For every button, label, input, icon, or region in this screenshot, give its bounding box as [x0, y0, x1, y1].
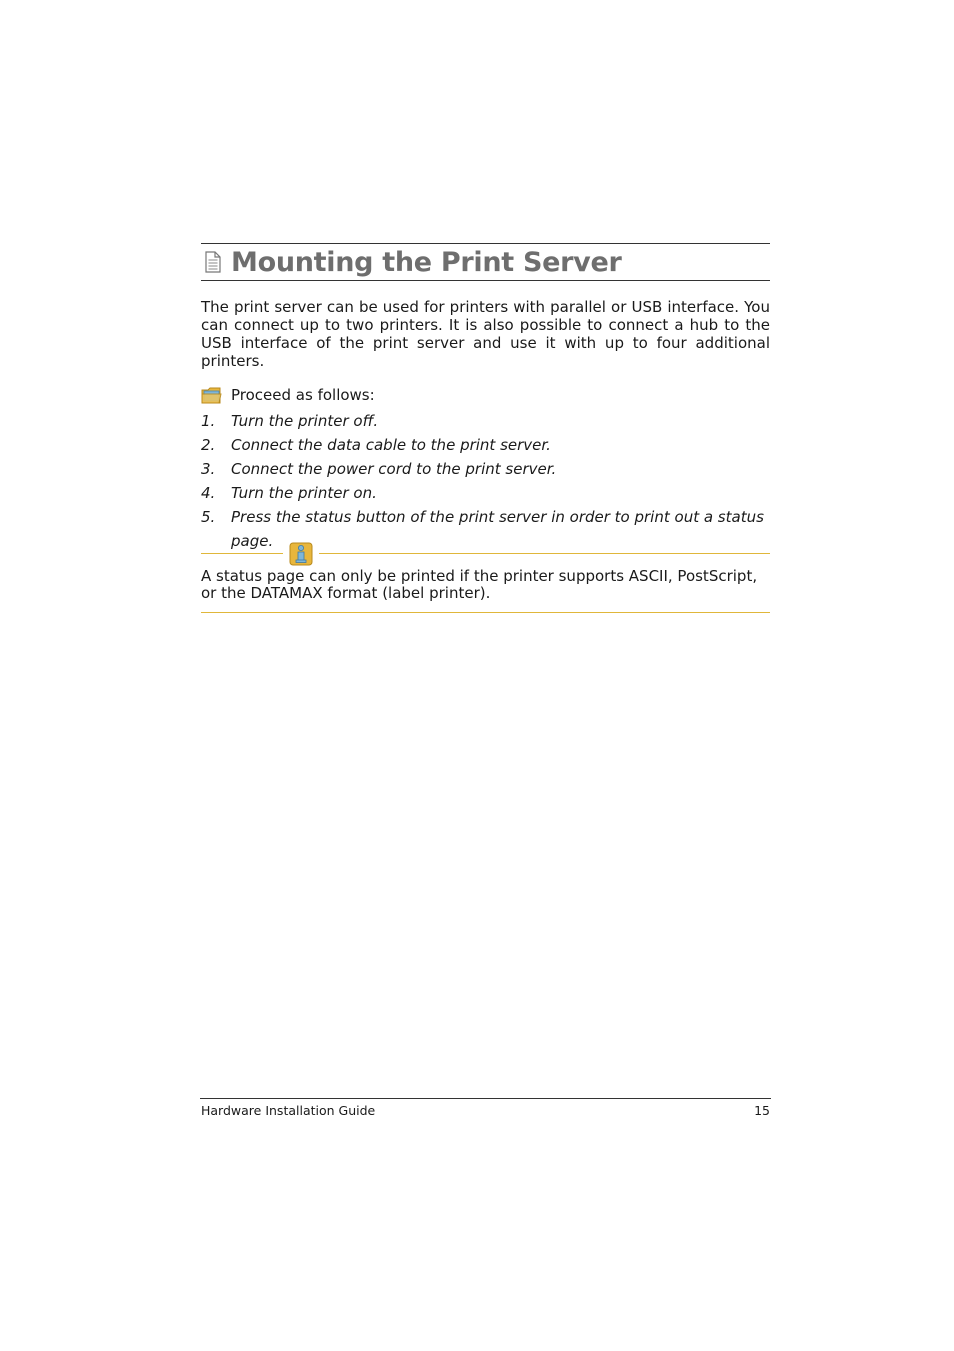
note-top-rule	[201, 553, 770, 554]
info-icon	[283, 541, 319, 567]
list-item	[201, 457, 770, 481]
step-text: Turn the printer on.	[231, 484, 377, 502]
page-number: 15	[754, 1103, 770, 1118]
step-text: Turn the printer off.	[231, 412, 379, 430]
note-box	[201, 553, 770, 613]
note-bottom-rule	[201, 612, 770, 613]
intro-paragraph: The print server can be used for printers with parallel or USB interface. You can connect up to two printers. It is also possible to connect a hub to the USB interface of the print server and use it with up to four additional printers.	[201, 298, 770, 370]
step-text: Connect the power cord to the print server.	[231, 460, 557, 478]
list-item	[201, 409, 770, 433]
step-number: 2.	[201, 436, 216, 454]
section-title-bar	[201, 243, 770, 281]
page-content	[201, 243, 770, 613]
step-text: Press the status button of the print server in order to print out a status page.	[231, 508, 764, 550]
procedure-label: Proceed as follows:	[231, 386, 375, 404]
footer-document-title: Hardware Installation Guide	[201, 1103, 376, 1118]
page-title: Mounting the Print Server	[231, 246, 622, 278]
list-item	[201, 433, 770, 457]
step-number: 5.	[201, 508, 216, 526]
note-text: A status page can only be printed if the printer supports ASCII, PostScript, or the DATAMAX format (label printer).	[201, 567, 758, 602]
list-item	[201, 481, 770, 505]
list-item	[201, 505, 770, 550]
folder-icon	[201, 386, 222, 405]
page-footer	[200, 1098, 771, 1118]
step-text: Connect the data cable to the print server.	[231, 436, 551, 454]
step-number: 1.	[201, 412, 216, 430]
step-number: 4.	[201, 484, 216, 502]
document-icon	[203, 251, 223, 273]
procedure-steps	[201, 409, 770, 550]
procedure-header	[201, 384, 770, 406]
step-number: 3.	[201, 460, 216, 478]
